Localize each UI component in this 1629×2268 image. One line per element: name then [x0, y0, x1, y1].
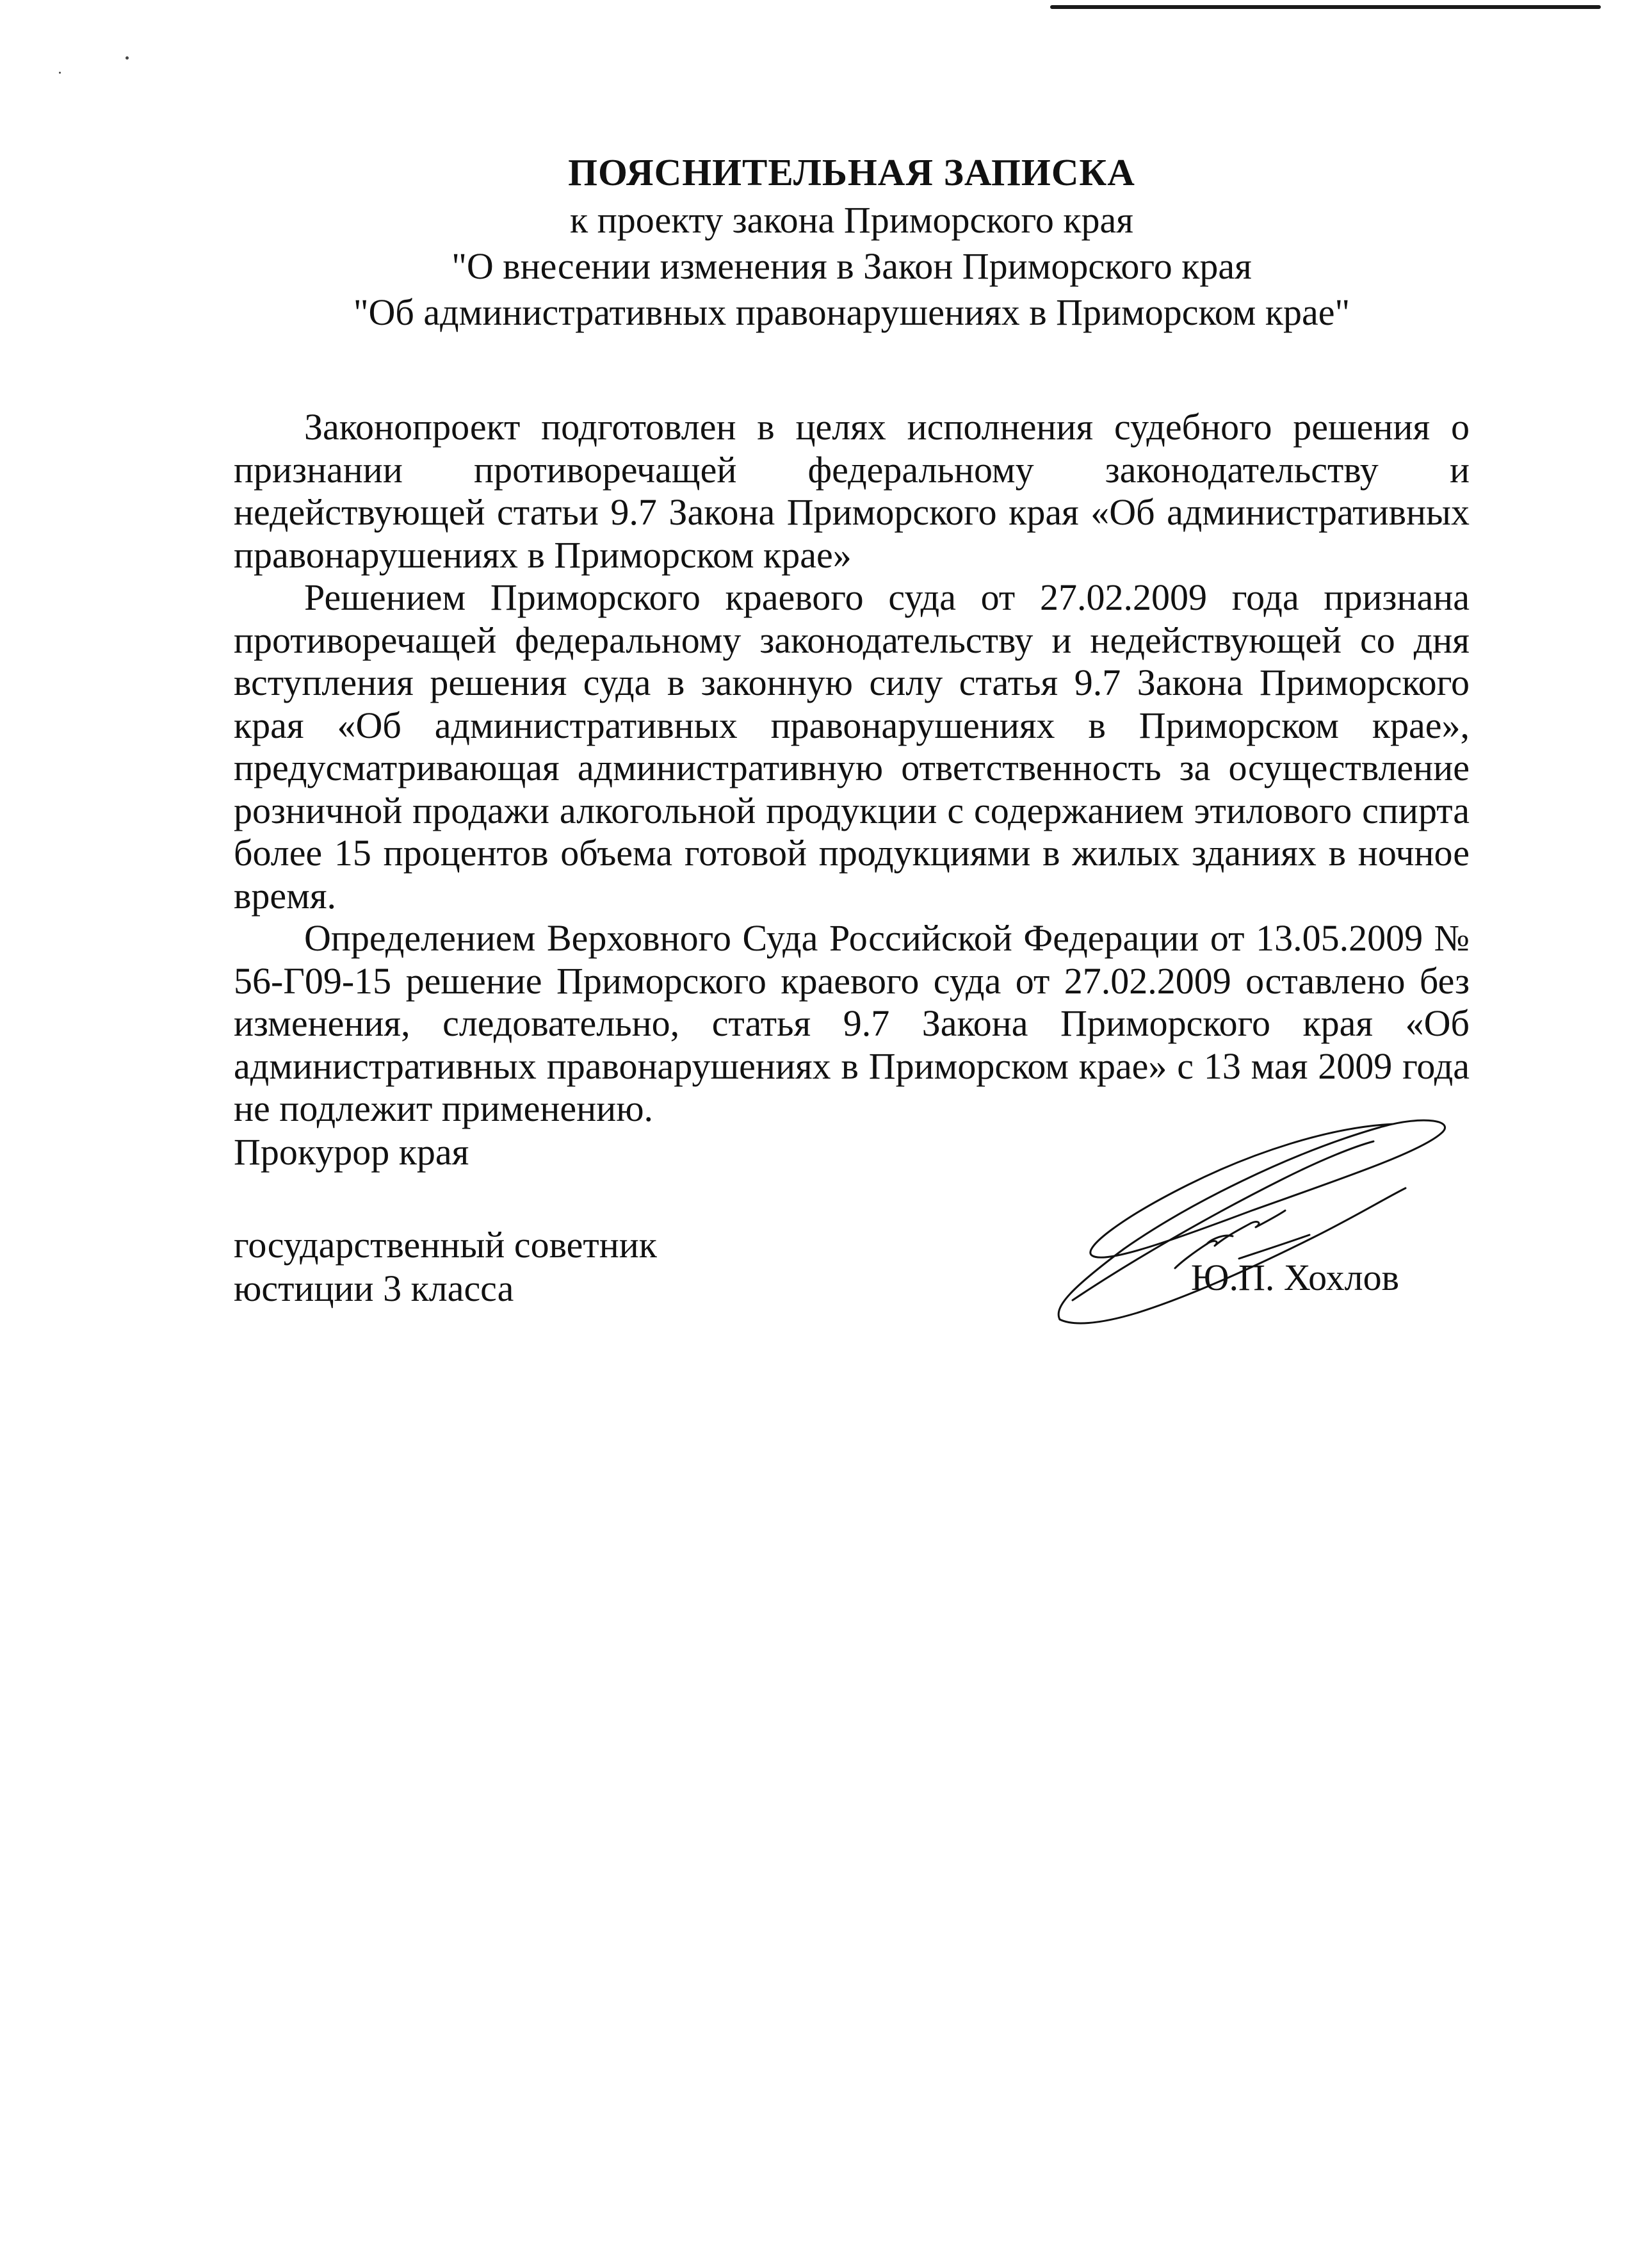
signer-rank: государственный советник	[234, 1224, 657, 1266]
document-page	[234, 147, 1470, 1130]
document-title: ПОЯСНИТЕЛЬНАЯ ЗАПИСКА	[568, 151, 1135, 193]
paragraph: Решением Приморского краевого суда от 27.02.2009 года признана противоречащей федеральному законодательству и недействующей со дня вступления решения суда в законную силу статья 9.7 Закона Приморского края «Об административных правонарушениях в Приморском крае», предусматривающая административную ответственность за осуществление розничной продажи алкогольной продукции с содержанием этилового спирта более 15 процентов объема готовой продукциями в жилых зданиях в ночное время.	[234, 576, 1470, 917]
scan-speck	[59, 72, 61, 74]
paragraph: Определением Верховного Суда Российской Федерации от 13.05.2009 № 56-Г09-15 решение Приморского краевого суда от 27.02.2009 оставлено без изменения, следовательно, статья 9.7 Закона Приморского края «Об административных правонарушениях в Приморском крае» с 13 мая 2009 года не подлежит применению.	[234, 917, 1470, 1129]
subtitle-line: "Об административных правонарушениях в Приморском крае"	[353, 291, 1350, 333]
paragraph: Законопроект подготовлен в целях исполнения судебного решения о признании противоречащей федеральному законодательству и недействующей статьи 9.7 Закона Приморского края «Об административных правонарушениях в Приморском крае»	[234, 406, 1470, 576]
signer-rank-class: юстиции 3 класса	[234, 1268, 514, 1309]
title-block	[208, 147, 1495, 336]
subtitle-line: к проекту закона Приморского края	[570, 199, 1133, 241]
signer-position: Прокурор края	[234, 1131, 469, 1173]
signer-name: Ю.П. Хохлов	[1190, 1257, 1399, 1298]
signature-block	[234, 1130, 1470, 1387]
document-body	[234, 406, 1470, 1130]
handwritten-signature	[1047, 1108, 1457, 1339]
scan-artifact-line	[1050, 5, 1601, 9]
scan-speck	[126, 56, 129, 60]
subtitle-line: "О внесении изменения в Закон Приморского края	[451, 245, 1252, 287]
